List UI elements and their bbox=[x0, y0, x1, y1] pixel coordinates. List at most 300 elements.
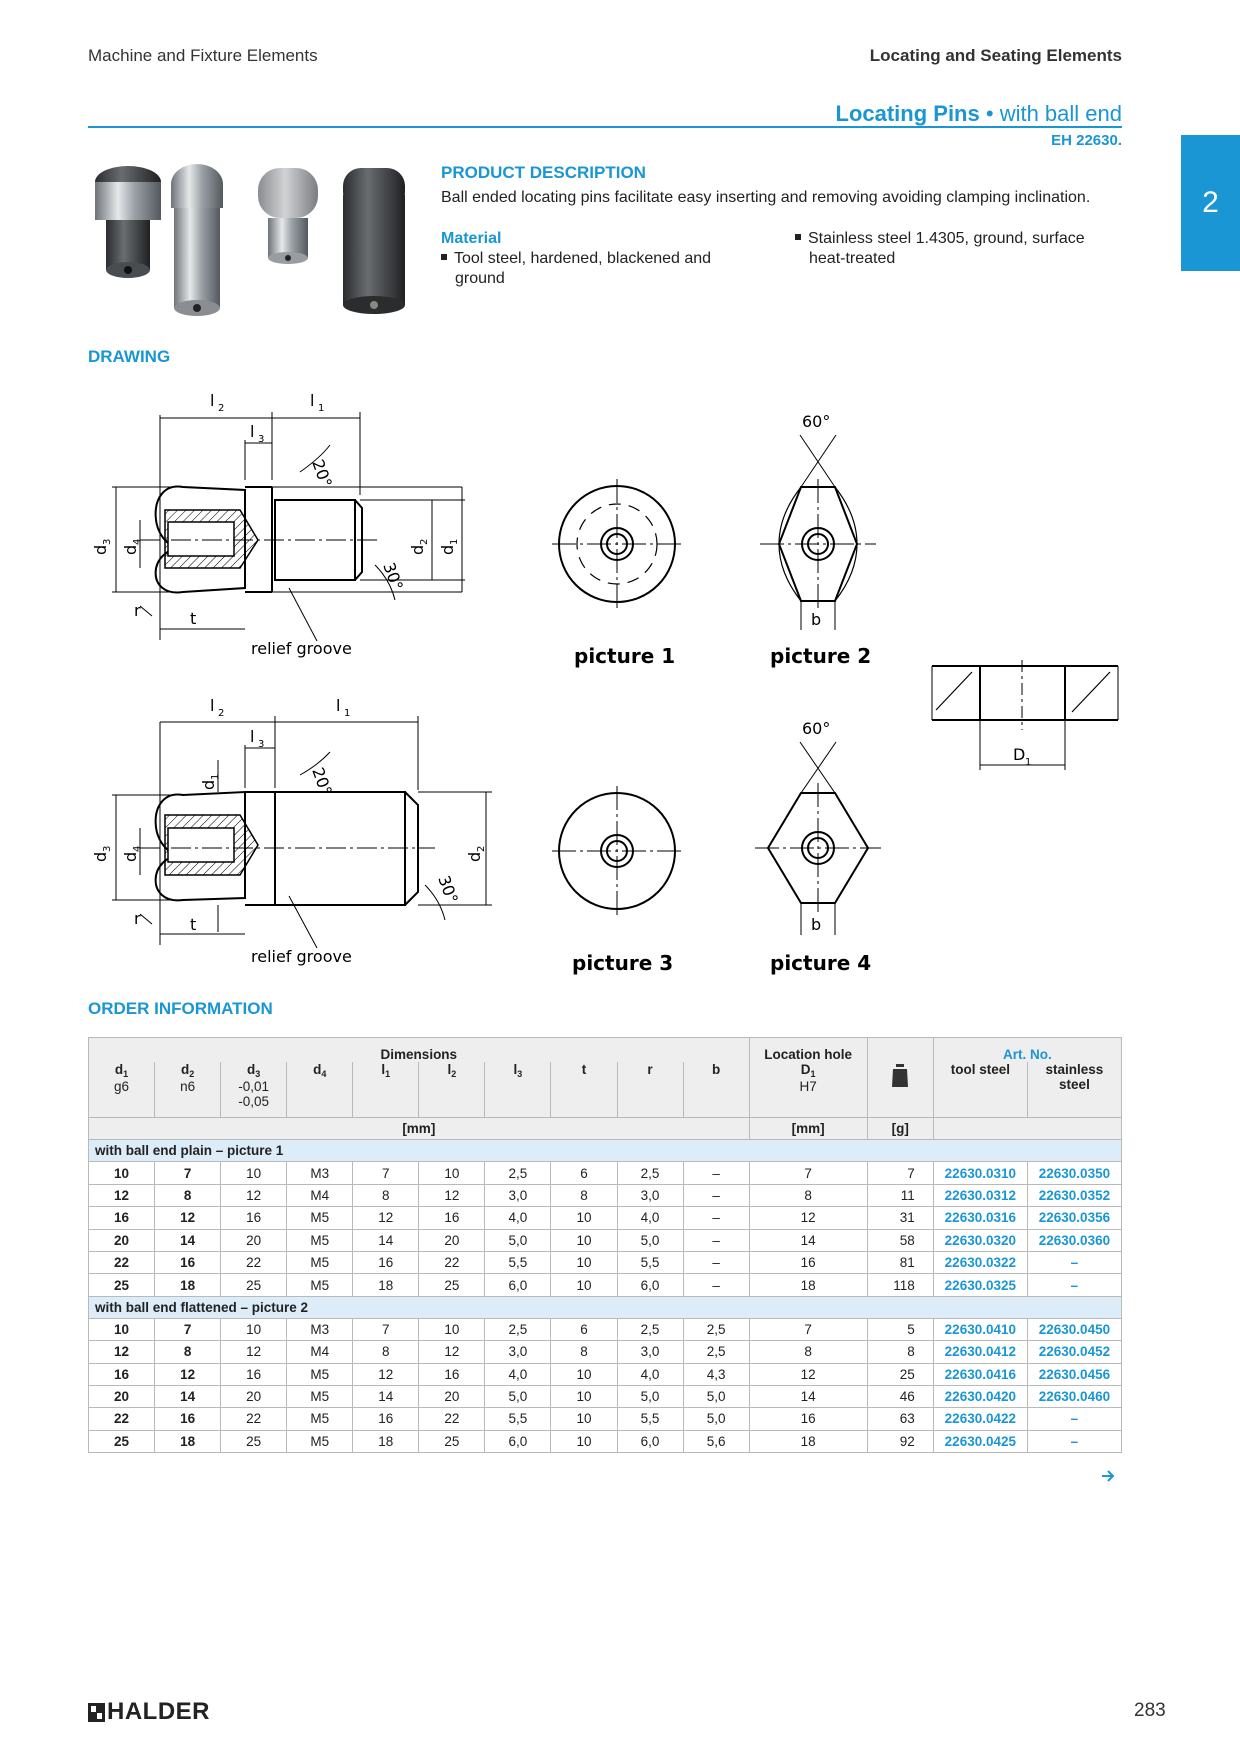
table-cell: 92 bbox=[867, 1430, 933, 1452]
table-cell: M5 bbox=[287, 1430, 353, 1452]
table-cell: 2,5 bbox=[485, 1162, 551, 1184]
table-cell: 3,0 bbox=[617, 1184, 683, 1206]
table-cell: M4 bbox=[287, 1341, 353, 1363]
art-no-tool-steel-link[interactable]: 22630.0410 bbox=[933, 1318, 1027, 1340]
svg-text:l: l bbox=[310, 391, 315, 410]
header-d1: $d_1$ g6 bbox=[89, 1062, 155, 1118]
svg-text:l: l bbox=[210, 391, 215, 410]
material-stainless-line1: Stainless steel 1.4305, ground, surface bbox=[808, 230, 1085, 247]
table-cell: 4,0 bbox=[485, 1363, 551, 1385]
table-cell: 7 bbox=[749, 1162, 867, 1184]
picture-1-view bbox=[552, 479, 682, 609]
table-cell: 3,0 bbox=[617, 1341, 683, 1363]
table-row bbox=[89, 1341, 1122, 1363]
table-cell: 6 bbox=[551, 1318, 617, 1340]
table-cell: 8 bbox=[867, 1341, 933, 1363]
table-cell: 22 bbox=[419, 1251, 485, 1273]
art-no-stainless-link[interactable]: 22630.0456 bbox=[1027, 1363, 1121, 1385]
table-cell: 10 bbox=[551, 1385, 617, 1407]
table-cell: 7 bbox=[353, 1318, 419, 1340]
table-cell: – bbox=[683, 1251, 749, 1273]
table-cell: 25 bbox=[867, 1363, 933, 1385]
table-cell: 18 bbox=[353, 1274, 419, 1296]
table-cell: 16 bbox=[89, 1207, 155, 1229]
section-row-plain bbox=[89, 1140, 1122, 1162]
table-cell: – bbox=[683, 1274, 749, 1296]
table-cell: 5,0 bbox=[485, 1385, 551, 1407]
table-cell: 7 bbox=[155, 1162, 221, 1184]
table-cell: 7 bbox=[353, 1162, 419, 1184]
table-cell: 20 bbox=[221, 1385, 287, 1407]
table-cell: 5,0 bbox=[683, 1385, 749, 1407]
svg-text:1: 1 bbox=[1025, 757, 1032, 768]
table-cell: 10 bbox=[419, 1162, 485, 1184]
header-r: r bbox=[617, 1062, 683, 1118]
art-no-stainless-link[interactable]: 22630.0460 bbox=[1027, 1385, 1121, 1407]
material-label: Material bbox=[441, 230, 502, 247]
svg-text:d: d bbox=[465, 851, 484, 862]
table-cell: 118 bbox=[867, 1274, 933, 1296]
picture-3-label: picture 3 bbox=[572, 951, 674, 975]
art-no-stainless-link[interactable]: 22630.0356 bbox=[1027, 1207, 1121, 1229]
page-title bbox=[836, 101, 1123, 127]
header-d1-tol: g6 bbox=[114, 1078, 130, 1094]
svg-text:l: l bbox=[210, 696, 215, 715]
svg-text:b: b bbox=[811, 915, 822, 934]
material-tool-steel-line1: Tool steel, hardened, blackened and bbox=[454, 250, 712, 267]
table-cell: 5,0 bbox=[485, 1229, 551, 1251]
svg-text:l: l bbox=[336, 696, 341, 715]
table-cell: 6,0 bbox=[485, 1274, 551, 1296]
table-cell: 14 bbox=[749, 1229, 867, 1251]
table-cell: 63 bbox=[867, 1408, 933, 1430]
halder-logo-mark bbox=[88, 1703, 105, 1722]
table-cell: 5,5 bbox=[617, 1251, 683, 1273]
art-no-tool-steel-link[interactable]: 22630.0325 bbox=[933, 1274, 1027, 1296]
table-cell: 10 bbox=[551, 1408, 617, 1430]
technical-drawing bbox=[80, 375, 1140, 985]
table-cell: 6 bbox=[551, 1162, 617, 1184]
drawing-heading: DRAWING bbox=[88, 347, 171, 366]
art-no-tool-steel-link[interactable]: 22630.0412 bbox=[933, 1341, 1027, 1363]
table-cell: 14 bbox=[749, 1385, 867, 1407]
table-cell: 20 bbox=[89, 1229, 155, 1251]
table-cell: – bbox=[683, 1207, 749, 1229]
table-cell: 22 bbox=[419, 1408, 485, 1430]
header-art-no: Art. No. bbox=[933, 1038, 1121, 1062]
table-cell: 46 bbox=[867, 1385, 933, 1407]
table-cell: M5 bbox=[287, 1229, 353, 1251]
table-cell: 2,5 bbox=[617, 1162, 683, 1184]
table-cell: – bbox=[683, 1162, 749, 1184]
header-l2: $l_2$ bbox=[419, 1062, 485, 1118]
table-cell: M5 bbox=[287, 1251, 353, 1273]
svg-text:d: d bbox=[438, 544, 457, 555]
table-cell: 12 bbox=[353, 1363, 419, 1385]
art-no-tool-steel-link[interactable]: 22630.0416 bbox=[933, 1363, 1027, 1385]
art-no-stainless-link: – bbox=[1027, 1274, 1121, 1296]
table-cell: 16 bbox=[353, 1251, 419, 1273]
table-cell: 18 bbox=[155, 1430, 221, 1452]
svg-text:1: 1 bbox=[210, 773, 221, 780]
table-cell: 8 bbox=[551, 1341, 617, 1363]
table-cell: M5 bbox=[287, 1207, 353, 1229]
table-cell: 58 bbox=[867, 1229, 933, 1251]
header-t: t bbox=[551, 1062, 617, 1118]
header-l3: $l_3$ bbox=[485, 1062, 551, 1118]
table-cell: 12 bbox=[89, 1184, 155, 1206]
svg-text:4: 4 bbox=[132, 538, 143, 545]
angle-30-label: 30° bbox=[379, 559, 407, 594]
table-cell: 6,0 bbox=[617, 1430, 683, 1452]
header-D1: $D_1$ H7 bbox=[749, 1062, 867, 1118]
table-cell: 16 bbox=[353, 1408, 419, 1430]
material-stainless bbox=[795, 229, 1085, 269]
table-cell: 16 bbox=[749, 1408, 867, 1430]
art-no-tool-steel-link[interactable]: 22630.0420 bbox=[933, 1385, 1027, 1407]
unit-mm-location: [mm] bbox=[749, 1118, 867, 1140]
bullet-icon bbox=[795, 234, 801, 240]
table-cell: 10 bbox=[551, 1363, 617, 1385]
pin-side-view-2-labels bbox=[91, 696, 487, 966]
svg-text:t: t bbox=[190, 609, 197, 628]
svg-text:2: 2 bbox=[218, 403, 225, 414]
picture-1-label: picture 1 bbox=[574, 644, 676, 668]
table-cell: 20 bbox=[419, 1229, 485, 1251]
chapter-tab-number: 2 bbox=[1202, 186, 1219, 219]
table-cell: 12 bbox=[749, 1207, 867, 1229]
table-cell: 25 bbox=[221, 1274, 287, 1296]
table-cell: 5 bbox=[867, 1318, 933, 1340]
svg-text:t: t bbox=[190, 915, 197, 934]
header-D1-tol: H7 bbox=[799, 1078, 817, 1094]
section-plain-label: with ball end plain – picture 1 bbox=[89, 1140, 1122, 1162]
table-cell: 6,0 bbox=[485, 1430, 551, 1452]
section-flattened-label: with ball end flattened – picture 2 bbox=[89, 1296, 1122, 1318]
order-information-heading: ORDER INFORMATION bbox=[88, 999, 273, 1018]
table-row bbox=[89, 1318, 1122, 1340]
svg-text:d: d bbox=[199, 779, 218, 790]
art-no-stainless-link[interactable]: 22630.0350 bbox=[1027, 1162, 1121, 1184]
title-product: Locating Pins bbox=[835, 101, 980, 126]
table-cell: 3,0 bbox=[485, 1341, 551, 1363]
table-body-flattened bbox=[89, 1318, 1122, 1452]
svg-text:3: 3 bbox=[102, 538, 113, 545]
table-cell: 20 bbox=[221, 1229, 287, 1251]
picture-3-view bbox=[552, 786, 682, 916]
picture-4-view bbox=[755, 742, 881, 935]
header-d3-tol2: -0,05 bbox=[238, 1093, 270, 1109]
table-cell: 16 bbox=[89, 1363, 155, 1385]
svg-text:D: D bbox=[1013, 745, 1026, 764]
table-cell: 12 bbox=[353, 1207, 419, 1229]
table-cell: 16 bbox=[155, 1251, 221, 1273]
header-tool-steel: tool steel bbox=[933, 1062, 1027, 1118]
table-cell: 8 bbox=[353, 1341, 419, 1363]
picture-2-label: picture 2 bbox=[770, 644, 872, 668]
angle-20-label: 20° bbox=[308, 456, 336, 491]
table-cell: 16 bbox=[155, 1408, 221, 1430]
art-no-stainless-link: – bbox=[1027, 1408, 1121, 1430]
table-row bbox=[89, 1274, 1122, 1296]
pin-side-view-2 bbox=[112, 716, 492, 948]
pin-side-view-1 bbox=[112, 412, 465, 641]
table-cell: 11 bbox=[867, 1184, 933, 1206]
svg-text:d: d bbox=[121, 544, 140, 555]
table-cell: 25 bbox=[89, 1274, 155, 1296]
angle-60-label-2: 60° bbox=[802, 719, 831, 738]
table-cell: 18 bbox=[749, 1430, 867, 1452]
table-cell: 16 bbox=[221, 1363, 287, 1385]
table-cell: 20 bbox=[419, 1385, 485, 1407]
art-no-tool-steel-link[interactable]: 22630.0320 bbox=[933, 1229, 1027, 1251]
table-cell: 25 bbox=[419, 1274, 485, 1296]
table-cell: 2,5 bbox=[683, 1318, 749, 1340]
table-cell: 5,0 bbox=[683, 1408, 749, 1430]
table-cell: 22 bbox=[221, 1251, 287, 1273]
table-cell: 14 bbox=[155, 1385, 221, 1407]
table-cell: 25 bbox=[221, 1430, 287, 1452]
header-dimensions: Dimensions bbox=[89, 1038, 750, 1062]
table-cell: 6,0 bbox=[617, 1274, 683, 1296]
table-cell: 5,6 bbox=[683, 1430, 749, 1452]
table-cell: 8 bbox=[353, 1184, 419, 1206]
table-cell: 18 bbox=[155, 1274, 221, 1296]
table-cell: – bbox=[683, 1184, 749, 1206]
table-cell: 7 bbox=[749, 1318, 867, 1340]
table-cell: 10 bbox=[551, 1251, 617, 1273]
art-no-tool-steel-link[interactable]: 22630.0422 bbox=[933, 1408, 1027, 1430]
table-cell: 22 bbox=[89, 1408, 155, 1430]
table-cell: 12 bbox=[89, 1341, 155, 1363]
table-cell: 18 bbox=[353, 1430, 419, 1452]
weight-icon bbox=[867, 1038, 933, 1118]
svg-text:d: d bbox=[91, 851, 110, 862]
table-header-row-columns bbox=[89, 1062, 1122, 1118]
material-stainless-line2: heat-treated bbox=[809, 250, 896, 267]
table-cell: 10 bbox=[551, 1229, 617, 1251]
title-variant: • with ball end bbox=[985, 101, 1122, 126]
svg-text:1: 1 bbox=[318, 403, 325, 414]
svg-text:2: 2 bbox=[218, 708, 225, 719]
header-d4: $d_4$ bbox=[287, 1062, 353, 1118]
table-row bbox=[89, 1251, 1122, 1273]
angle-30-label-2: 30° bbox=[434, 872, 462, 907]
table-cell: – bbox=[683, 1229, 749, 1251]
svg-text:1: 1 bbox=[344, 708, 351, 719]
svg-text:b: b bbox=[811, 610, 822, 629]
table-cell: 16 bbox=[749, 1251, 867, 1273]
table-row bbox=[89, 1408, 1122, 1430]
table-cell: 18 bbox=[749, 1274, 867, 1296]
table-cell: 5,5 bbox=[485, 1408, 551, 1430]
angle-20-label-2: 20° bbox=[308, 764, 336, 799]
svg-text:3: 3 bbox=[258, 434, 265, 445]
table-cell: M5 bbox=[287, 1274, 353, 1296]
picture-2-view bbox=[760, 435, 876, 630]
chapter-tab[interactable] bbox=[1181, 135, 1240, 271]
svg-text:4: 4 bbox=[132, 845, 143, 852]
table-cell: 8 bbox=[155, 1184, 221, 1206]
table-cell: 16 bbox=[419, 1363, 485, 1385]
table-cell: 14 bbox=[155, 1229, 221, 1251]
arrow-right-icon[interactable] bbox=[1101, 1469, 1115, 1483]
art-no-tool-steel-link[interactable]: 22630.0310 bbox=[933, 1162, 1027, 1184]
relief-groove-label-1: relief groove bbox=[251, 639, 352, 658]
table-cell: M4 bbox=[287, 1184, 353, 1206]
table-cell: 5,5 bbox=[485, 1251, 551, 1273]
svg-text:r: r bbox=[134, 601, 141, 620]
table-row bbox=[89, 1207, 1122, 1229]
svg-text:3: 3 bbox=[258, 739, 265, 750]
table-cell: 25 bbox=[419, 1430, 485, 1452]
table-cell: 81 bbox=[867, 1251, 933, 1273]
svg-text:2: 2 bbox=[476, 845, 487, 852]
header-d3-tol1: -0,01 bbox=[238, 1078, 270, 1094]
table-cell: 12 bbox=[155, 1207, 221, 1229]
table-cell: 5,0 bbox=[617, 1385, 683, 1407]
table-cell: 12 bbox=[419, 1341, 485, 1363]
art-no-stainless-link: – bbox=[1027, 1251, 1121, 1273]
header-d2: $d_2$ n6 bbox=[155, 1062, 221, 1118]
svg-text:1: 1 bbox=[449, 538, 460, 545]
art-no-stainless-link[interactable]: 22630.0452 bbox=[1027, 1341, 1121, 1363]
table-cell: 10 bbox=[551, 1207, 617, 1229]
svg-text:d: d bbox=[91, 544, 110, 555]
table-cell: 7 bbox=[155, 1318, 221, 1340]
table-cell: 10 bbox=[221, 1318, 287, 1340]
picture-4-label: picture 4 bbox=[770, 951, 872, 975]
table-cell: 4,0 bbox=[485, 1207, 551, 1229]
header-b: b bbox=[683, 1062, 749, 1118]
table-cell: 25 bbox=[89, 1430, 155, 1452]
table-cell: 2,5 bbox=[683, 1341, 749, 1363]
unit-g: [g] bbox=[867, 1118, 933, 1140]
table-cell: 4,3 bbox=[683, 1363, 749, 1385]
table-cell: 12 bbox=[749, 1363, 867, 1385]
order-table bbox=[88, 1037, 1122, 1453]
relief-groove-label-2: relief groove bbox=[251, 947, 352, 966]
table-row bbox=[89, 1430, 1122, 1452]
art-no-stainless-link[interactable]: 22630.0352 bbox=[1027, 1184, 1121, 1206]
table-row bbox=[89, 1229, 1122, 1251]
art-no-tool-steel-link[interactable]: 22630.0316 bbox=[933, 1207, 1027, 1229]
section-row-flattened bbox=[89, 1296, 1122, 1318]
header-section-right: Locating and Seating Elements bbox=[869, 46, 1122, 65]
table-cell: 12 bbox=[419, 1184, 485, 1206]
table-cell: 10 bbox=[551, 1274, 617, 1296]
art-no-tool-steel-link[interactable]: 22630.0312 bbox=[933, 1184, 1027, 1206]
halder-logo-text: HALDER bbox=[107, 1698, 210, 1725]
table-cell: 14 bbox=[353, 1229, 419, 1251]
unit-blank bbox=[933, 1118, 1121, 1140]
table-row bbox=[89, 1162, 1122, 1184]
table-header-row-groups bbox=[89, 1038, 1122, 1062]
header-location-hole: Location hole bbox=[749, 1038, 867, 1062]
table-cell: 4,0 bbox=[617, 1363, 683, 1385]
product-photo bbox=[88, 160, 433, 325]
table-cell: 2,5 bbox=[485, 1318, 551, 1340]
svg-text:d: d bbox=[408, 544, 427, 555]
table-cell: 2,5 bbox=[617, 1318, 683, 1340]
material-tool-steel-line2: ground bbox=[455, 270, 505, 287]
table-cell: M5 bbox=[287, 1363, 353, 1385]
table-cell: 31 bbox=[867, 1207, 933, 1229]
product-description-heading: PRODUCT DESCRIPTION bbox=[441, 163, 646, 182]
table-cell: 22 bbox=[221, 1408, 287, 1430]
table-cell: 5,5 bbox=[617, 1408, 683, 1430]
table-cell: 10 bbox=[89, 1318, 155, 1340]
table-cell: 4,0 bbox=[617, 1207, 683, 1229]
header-section-left: Machine and Fixture Elements bbox=[88, 46, 318, 65]
unit-mm-dimensions: [mm] bbox=[89, 1118, 750, 1140]
bullet-icon bbox=[441, 254, 447, 260]
table-cell: 10 bbox=[551, 1430, 617, 1452]
svg-text:l: l bbox=[250, 422, 255, 441]
title-rule bbox=[88, 126, 1122, 128]
table-cell: M3 bbox=[287, 1162, 353, 1184]
art-no-stainless-link: – bbox=[1027, 1430, 1121, 1452]
table-cell: 8 bbox=[551, 1184, 617, 1206]
svg-text:l: l bbox=[250, 727, 255, 746]
table-cell: 16 bbox=[221, 1207, 287, 1229]
table-cell: 10 bbox=[419, 1318, 485, 1340]
table-cell: 12 bbox=[221, 1341, 287, 1363]
table-cell: 20 bbox=[89, 1385, 155, 1407]
table-body-plain bbox=[89, 1162, 1122, 1296]
table-cell: 12 bbox=[221, 1184, 287, 1206]
art-no-stainless-link[interactable]: 22630.0450 bbox=[1027, 1318, 1121, 1340]
table-cell: 7 bbox=[867, 1162, 933, 1184]
svg-text:3: 3 bbox=[102, 845, 113, 852]
header-l1: $l_1$ bbox=[353, 1062, 419, 1118]
header-d2-tol: n6 bbox=[180, 1078, 196, 1094]
table-cell: 22 bbox=[89, 1251, 155, 1273]
art-no-tool-steel-link[interactable]: 22630.0322 bbox=[933, 1251, 1027, 1273]
art-no-stainless-link[interactable]: 22630.0360 bbox=[1027, 1229, 1121, 1251]
table-cell: M5 bbox=[287, 1408, 353, 1430]
page-number: 283 bbox=[1134, 1700, 1166, 1721]
table-cell: 8 bbox=[749, 1341, 867, 1363]
table-header-row-units bbox=[89, 1118, 1122, 1140]
art-no-tool-steel-link[interactable]: 22630.0425 bbox=[933, 1430, 1027, 1452]
svg-text:d: d bbox=[121, 851, 140, 862]
table-cell: 5,0 bbox=[617, 1229, 683, 1251]
product-description-text: Ball ended locating pins facilitate easy inserting and removing avoiding clamping inclination. bbox=[441, 189, 1091, 206]
header-stainless-steel: stainless steel bbox=[1027, 1062, 1121, 1118]
table-row bbox=[89, 1184, 1122, 1206]
material-tool-steel bbox=[441, 249, 711, 289]
table-cell: 8 bbox=[155, 1341, 221, 1363]
product-code: EH 22630. bbox=[1051, 132, 1122, 149]
header-d3: $d_3$ -0,01 -0,05 bbox=[221, 1062, 287, 1118]
table-cell: 3,0 bbox=[485, 1184, 551, 1206]
svg-text:r: r bbox=[134, 909, 141, 928]
angle-60-label-1: 60° bbox=[802, 412, 831, 431]
table-cell: 14 bbox=[353, 1385, 419, 1407]
table-cell: 10 bbox=[221, 1162, 287, 1184]
table-row bbox=[89, 1363, 1122, 1385]
halder-logo bbox=[88, 1700, 210, 1724]
table-cell: 10 bbox=[89, 1162, 155, 1184]
svg-text:2: 2 bbox=[419, 538, 430, 545]
table-cell: 16 bbox=[419, 1207, 485, 1229]
table-cell: 12 bbox=[155, 1363, 221, 1385]
table-row bbox=[89, 1385, 1122, 1407]
table-cell: 8 bbox=[749, 1184, 867, 1206]
table-cell: M5 bbox=[287, 1385, 353, 1407]
table-cell: M3 bbox=[287, 1318, 353, 1340]
